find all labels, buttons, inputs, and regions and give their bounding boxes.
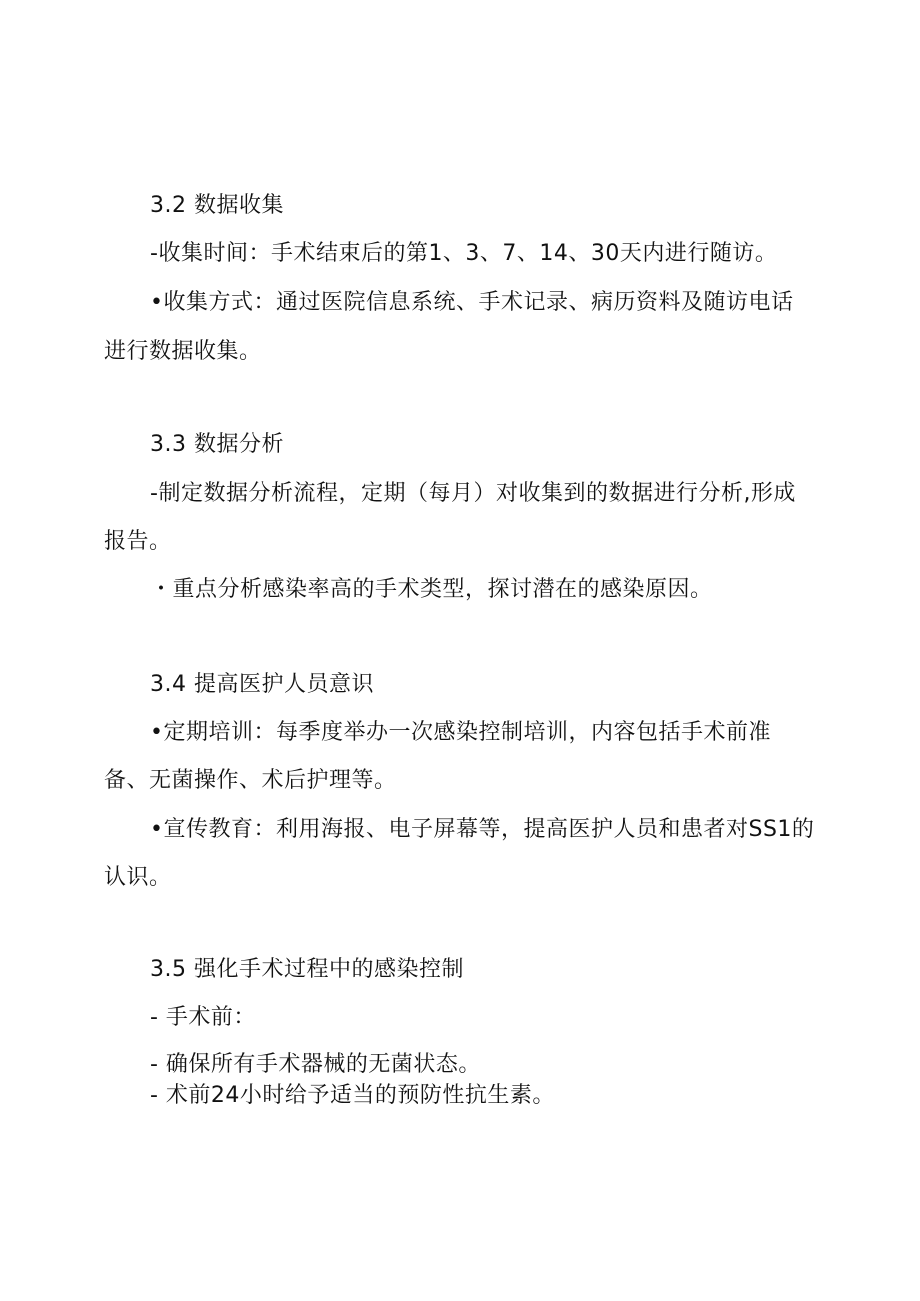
section-3-3-heading: 3.3 数据分析: [150, 432, 284, 457]
section-3-5-heading: 3.5 强化手术过程中的感染控制: [150, 957, 464, 982]
section-3-4-item-publicity: •宣传教育：利用海报、电子屏幕等，提高医护人员和患者对SS1的: [150, 817, 815, 842]
section-3-4-item-publicity-cont: 认识。: [104, 865, 172, 890]
section-3-2-heading: 3.2 数据收集: [150, 193, 284, 218]
section-3-4-item-training-cont: 备、无菌操作、术后护理等。: [104, 768, 397, 793]
section-3-3-item-key-analysis: ・重点分析感染率高的手术类型，探讨潜在的感染原因。: [150, 577, 713, 602]
section-3-3-item-analysis-process: -制定数据分析流程，定期（每月）对收集到的数据进行分析,形成: [150, 481, 796, 506]
section-3-4-heading: 3.4 提高医护人员意识: [150, 672, 374, 697]
section-3-5-item-sterile: - 确保所有手术器械的无菌状态。: [150, 1052, 481, 1077]
section-3-2-item-collection-time: -收集时间：手术结束后的第1、3、7、14、30天内进行随访。: [150, 241, 778, 266]
section-3-5-item-preop: - 手术前：: [150, 1005, 256, 1030]
section-3-3-item-analysis-process-cont: 报告。: [104, 529, 172, 554]
section-3-4-item-training: •定期培训：每季度举办一次感染控制培训，内容包括手术前准: [150, 720, 771, 745]
section-3-2-item-collection-method-cont: 进行数据收集。: [104, 339, 262, 364]
section-3-2-item-collection-method: •收集方式：通过医院信息系统、手术记录、病历资料及随访电话: [150, 290, 794, 315]
section-3-5-item-antibiotics: - 术前24小时给予适当的预防性抗生素。: [150, 1083, 555, 1108]
